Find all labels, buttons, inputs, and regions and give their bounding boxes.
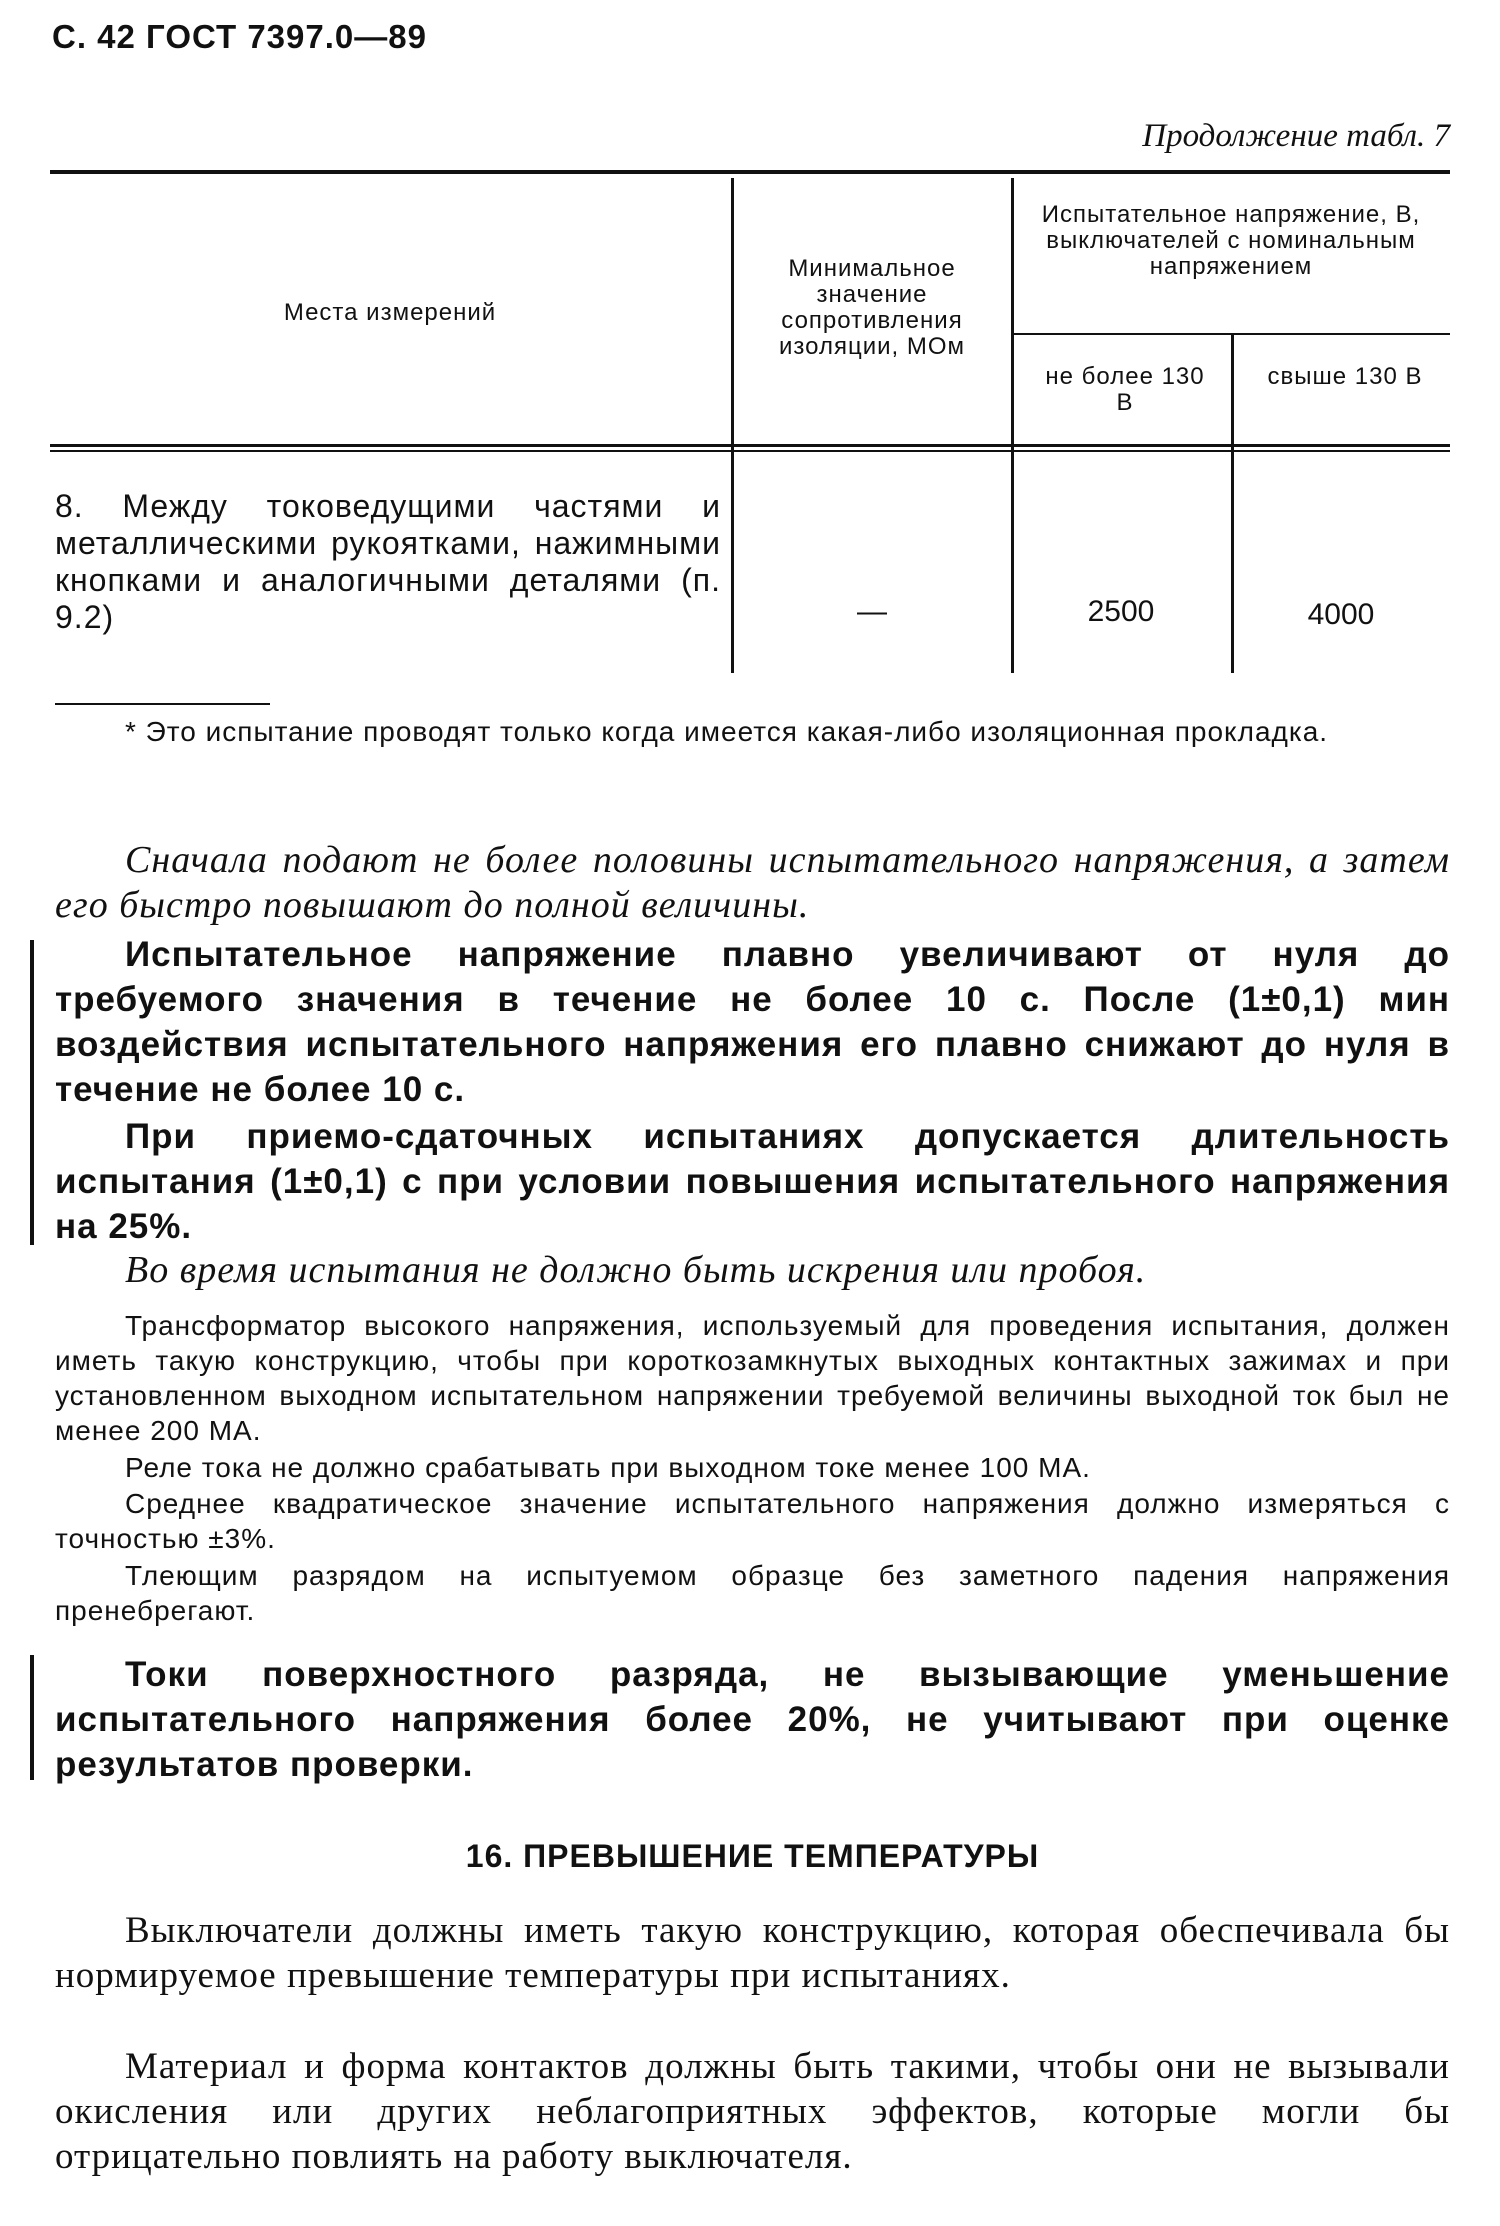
- table-header-divider: [50, 444, 1450, 447]
- change-bar: [30, 940, 34, 1245]
- row-up-to-130: 2500: [1087, 595, 1155, 628]
- page-header: С. 42 ГОСТ 7397.0—89: [52, 18, 427, 55]
- paragraph-bold-2: При приемо-сдаточных испытаниях допускается длительность испытания (1±0,1) с при условии повышения испытательного напряжения на 25%.: [55, 1117, 1450, 1246]
- voltage-subheader-rule: [1011, 333, 1450, 335]
- column-divider-2: [1011, 178, 1014, 673]
- change-bar: [30, 1655, 34, 1780]
- paragraph-small-4: Тлеющим разрядом на испытуемом образце без заметного падения напряжения пренебрегают.: [55, 1560, 1450, 1626]
- paragraph-small-2: Реле тока не должно срабатывать при выходном токе менее 100 МА.: [125, 1452, 1091, 1483]
- section-paragraph-2: Материал и форма контактов должны быть такими, чтобы они не вызывали окисления или других неблагоприятных эффектов, которые могли бы отрицательно повлиять на работу выключателя.: [55, 2046, 1450, 2177]
- header-min-resistance: Минимальное значение сопротивления изоляции, МОм: [778, 255, 965, 360]
- table-continuation-label: Продолжение табл. 7: [1142, 118, 1450, 154]
- row-over-130: 4000: [1307, 598, 1375, 631]
- row-min-resistance: —: [857, 595, 887, 628]
- header-over-130: свыше 130 В: [1267, 363, 1423, 390]
- paragraph-bold-1: Испытательное напряжение плавно увеличивают от нуля до требуемого значения в течение не более 10 с. После (1±0,1) мин воздействия испытательного напряжения его плавно снижают до нуля в течение не более 10 с.: [55, 935, 1450, 1109]
- section-heading: 16. ПРЕВЫШЕНИЕ ТЕМПЕРАТУРЫ: [465, 1838, 1040, 1874]
- header-place: Места измерений: [283, 299, 497, 326]
- paragraph-small-3: Среднее квадратическое значение испытательного напряжения должно измеряться с точностью ±3%.: [55, 1488, 1450, 1554]
- section-paragraph-1: Выключатели должны иметь такую конструкцию, которая обеспечивала бы нормируемое превышение температуры при испытаниях.: [55, 1910, 1450, 1996]
- column-divider-3: [1231, 335, 1234, 673]
- header-test-voltage: Испытательное напряжение, В, выключателей с номинальным напряжением: [1041, 201, 1421, 280]
- footnote: * Это испытание проводят только когда имеется какая-либо изоляционная прокладка.: [125, 716, 1329, 747]
- paragraph-small-1: Трансформатор высокого напряжения, используемый для проведения испытания, должен иметь такую конструкцию, чтобы при короткозамкнутых выходных контактных зажимах и при установленном выходном испытательном напряжении требуемой величины выходной ток был не менее 200 МА.: [55, 1310, 1450, 1446]
- paragraph-italic-1: Сначала подают не более половины испытательного напряжения, а затем его быстро повышают до полной величины.: [55, 839, 1450, 926]
- header-up-to-130: не более 130 В: [1045, 363, 1205, 416]
- row-place: 8. Между токоведущими частями и металлическими рукоятками, нажимными кнопками и аналогичными деталями (п. 9.2): [55, 488, 721, 635]
- column-divider-1: [731, 178, 734, 673]
- table-header-divider-2: [50, 450, 1450, 452]
- paragraph-italic-2: Во время испытания не должно быть искрения или пробоя.: [125, 1249, 1147, 1291]
- footnote-rule: [55, 703, 270, 705]
- paragraph-bold-3: Токи поверхностного разряда, не вызывающие уменьшение испытательного напряжения более 20%, не учитывают при оценке результатов проверки.: [55, 1655, 1450, 1784]
- table-top-rule: [50, 170, 1450, 174]
